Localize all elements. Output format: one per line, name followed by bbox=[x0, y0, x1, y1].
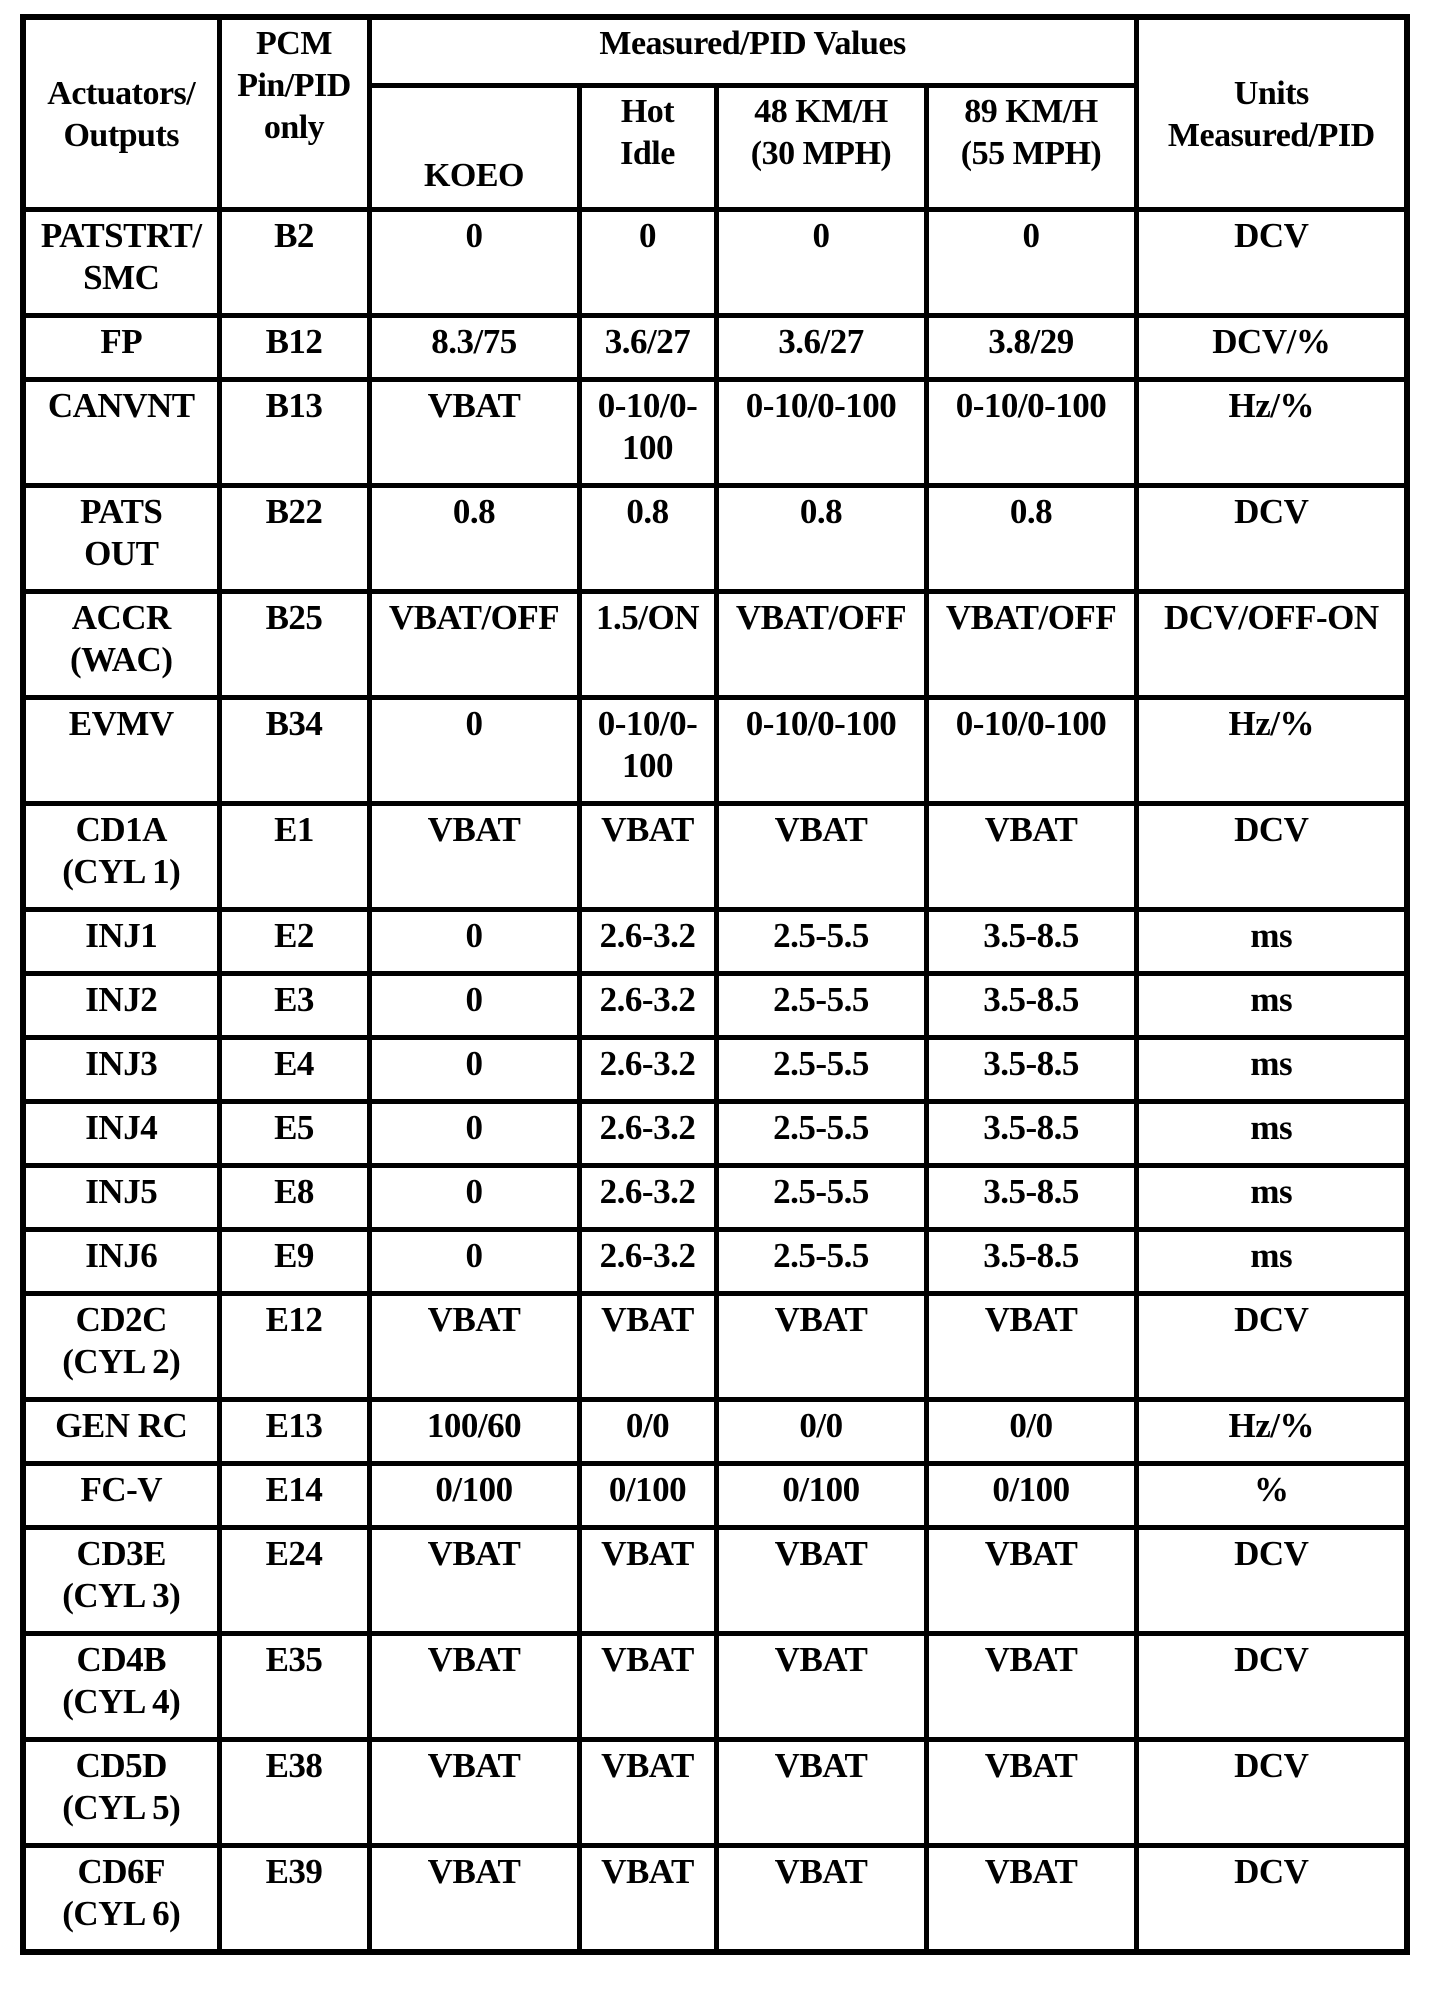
cell-48kmh: 0 bbox=[716, 210, 926, 316]
cell-pcm-pin: E8 bbox=[219, 1166, 369, 1230]
cell-48kmh: VBAT bbox=[716, 1740, 926, 1846]
cell-actuator: CD1A (CYL 1) bbox=[23, 804, 219, 910]
cell-units: DCV bbox=[1136, 1634, 1407, 1740]
cell-actuator: FP bbox=[23, 316, 219, 380]
cell-hot-idle: VBAT bbox=[579, 1294, 716, 1400]
header-pcm-pin: PCM Pin/PID only bbox=[219, 17, 369, 210]
cell-units: ms bbox=[1136, 1166, 1407, 1230]
cell-pcm-pin: E14 bbox=[219, 1464, 369, 1528]
cell-89kmh: 0/100 bbox=[926, 1464, 1136, 1528]
cell-hot-idle: 2.6-3.2 bbox=[579, 1102, 716, 1166]
cell-actuator: INJ3 bbox=[23, 1038, 219, 1102]
cell-pcm-pin: E4 bbox=[219, 1038, 369, 1102]
cell-actuator: CD6F (CYL 6) bbox=[23, 1846, 219, 1953]
cell-hot-idle: 0.8 bbox=[579, 486, 716, 592]
cell-48kmh: 2.5-5.5 bbox=[716, 1102, 926, 1166]
cell-89kmh: VBAT/OFF bbox=[926, 592, 1136, 698]
table-row bbox=[23, 1528, 1407, 1634]
cell-48kmh: 2.5-5.5 bbox=[716, 1230, 926, 1294]
cell-actuator: PATS OUT bbox=[23, 486, 219, 592]
cell-pcm-pin: E1 bbox=[219, 804, 369, 910]
cell-48kmh: 0-10/0-100 bbox=[716, 380, 926, 486]
cell-actuator: INJ6 bbox=[23, 1230, 219, 1294]
cell-koeo: VBAT bbox=[369, 804, 579, 910]
table-row bbox=[23, 910, 1407, 974]
cell-89kmh: VBAT bbox=[926, 804, 1136, 910]
cell-48kmh: 0-10/0-100 bbox=[716, 698, 926, 804]
cell-48kmh: VBAT bbox=[716, 1528, 926, 1634]
cell-89kmh: VBAT bbox=[926, 1294, 1136, 1400]
cell-hot-idle: 0 bbox=[579, 210, 716, 316]
cell-koeo: 0 bbox=[369, 698, 579, 804]
cell-89kmh: 3.5-8.5 bbox=[926, 1230, 1136, 1294]
cell-actuator: INJ1 bbox=[23, 910, 219, 974]
header-row-top bbox=[23, 17, 1407, 86]
cell-koeo: 0 bbox=[369, 1166, 579, 1230]
cell-koeo: 0 bbox=[369, 1102, 579, 1166]
table-row bbox=[23, 1464, 1407, 1528]
cell-48kmh: 2.5-5.5 bbox=[716, 910, 926, 974]
cell-units: ms bbox=[1136, 910, 1407, 974]
cell-units: DCV bbox=[1136, 486, 1407, 592]
cell-units: DCV bbox=[1136, 1294, 1407, 1400]
cell-units: ms bbox=[1136, 1038, 1407, 1102]
header-48kmh: 48 KM/H (30 MPH) bbox=[716, 86, 926, 210]
cell-units: Hz/% bbox=[1136, 380, 1407, 486]
cell-pcm-pin: B2 bbox=[219, 210, 369, 316]
cell-units: DCV bbox=[1136, 1846, 1407, 1953]
cell-actuator: INJ5 bbox=[23, 1166, 219, 1230]
cell-48kmh: VBAT bbox=[716, 1294, 926, 1400]
cell-pcm-pin: E5 bbox=[219, 1102, 369, 1166]
cell-koeo: 0 bbox=[369, 910, 579, 974]
cell-actuator: INJ4 bbox=[23, 1102, 219, 1166]
cell-actuator: CD2C (CYL 2) bbox=[23, 1294, 219, 1400]
cell-89kmh: 0.8 bbox=[926, 486, 1136, 592]
cell-units: DCV bbox=[1136, 804, 1407, 910]
cell-koeo: 0 bbox=[369, 1230, 579, 1294]
cell-koeo: 0 bbox=[369, 974, 579, 1038]
table-row bbox=[23, 1230, 1407, 1294]
cell-hot-idle: 0-10/0- 100 bbox=[579, 698, 716, 804]
cell-89kmh: 0/0 bbox=[926, 1400, 1136, 1464]
cell-actuator: CD5D (CYL 5) bbox=[23, 1740, 219, 1846]
cell-48kmh: 0.8 bbox=[716, 486, 926, 592]
header-hot-idle: Hot Idle bbox=[579, 86, 716, 210]
cell-hot-idle: 2.6-3.2 bbox=[579, 1166, 716, 1230]
cell-units: ms bbox=[1136, 1102, 1407, 1166]
cell-actuator: FC-V bbox=[23, 1464, 219, 1528]
cell-hot-idle: VBAT bbox=[579, 1740, 716, 1846]
header-units: Units Measured/PID bbox=[1136, 17, 1407, 210]
cell-89kmh: VBAT bbox=[926, 1634, 1136, 1740]
cell-koeo: 8.3/75 bbox=[369, 316, 579, 380]
cell-hot-idle: 2.6-3.2 bbox=[579, 974, 716, 1038]
cell-48kmh: VBAT bbox=[716, 804, 926, 910]
cell-hot-idle: 3.6/27 bbox=[579, 316, 716, 380]
cell-89kmh: VBAT bbox=[926, 1740, 1136, 1846]
cell-48kmh: 0/0 bbox=[716, 1400, 926, 1464]
table-row bbox=[23, 316, 1407, 380]
cell-koeo: VBAT bbox=[369, 1846, 579, 1953]
cell-hot-idle: 0/100 bbox=[579, 1464, 716, 1528]
cell-units: ms bbox=[1136, 974, 1407, 1038]
cell-actuator: CD3E (CYL 3) bbox=[23, 1528, 219, 1634]
cell-hot-idle: 2.6-3.2 bbox=[579, 910, 716, 974]
cell-koeo: 0/100 bbox=[369, 1464, 579, 1528]
cell-koeo: VBAT bbox=[369, 1528, 579, 1634]
table-row bbox=[23, 486, 1407, 592]
cell-89kmh: 3.5-8.5 bbox=[926, 974, 1136, 1038]
cell-hot-idle: VBAT bbox=[579, 1634, 716, 1740]
cell-units: % bbox=[1136, 1464, 1407, 1528]
table-row bbox=[23, 380, 1407, 486]
table-row bbox=[23, 804, 1407, 910]
table-body bbox=[23, 210, 1407, 1953]
cell-pcm-pin: E39 bbox=[219, 1846, 369, 1953]
table-row bbox=[23, 698, 1407, 804]
cell-units: DCV bbox=[1136, 210, 1407, 316]
cell-koeo: VBAT bbox=[369, 1294, 579, 1400]
cell-pcm-pin: E9 bbox=[219, 1230, 369, 1294]
cell-89kmh: 0 bbox=[926, 210, 1136, 316]
cell-48kmh: 0/100 bbox=[716, 1464, 926, 1528]
cell-89kmh: 3.8/29 bbox=[926, 316, 1136, 380]
cell-pcm-pin: B12 bbox=[219, 316, 369, 380]
cell-pcm-pin: B13 bbox=[219, 380, 369, 486]
cell-koeo: VBAT bbox=[369, 1634, 579, 1740]
cell-48kmh: 2.5-5.5 bbox=[716, 974, 926, 1038]
cell-89kmh: 3.5-8.5 bbox=[926, 1038, 1136, 1102]
cell-48kmh: 3.6/27 bbox=[716, 316, 926, 380]
cell-actuator: EVMV bbox=[23, 698, 219, 804]
cell-hot-idle: 0-10/0- 100 bbox=[579, 380, 716, 486]
cell-hot-idle: 1.5/ON bbox=[579, 592, 716, 698]
cell-hot-idle: VBAT bbox=[579, 1528, 716, 1634]
cell-koeo: 0 bbox=[369, 210, 579, 316]
header-89kmh: 89 KM/H (55 MPH) bbox=[926, 86, 1136, 210]
cell-actuator: PATSTRT/ SMC bbox=[23, 210, 219, 316]
table-row bbox=[23, 1102, 1407, 1166]
cell-units: DCV/OFF-ON bbox=[1136, 592, 1407, 698]
cell-actuator: INJ2 bbox=[23, 974, 219, 1038]
cell-hot-idle: 0/0 bbox=[579, 1400, 716, 1464]
cell-units: DCV/% bbox=[1136, 316, 1407, 380]
table-header bbox=[23, 17, 1407, 210]
cell-actuator: CANVNT bbox=[23, 380, 219, 486]
table-row bbox=[23, 1634, 1407, 1740]
cell-koeo: 0 bbox=[369, 1038, 579, 1102]
table-row bbox=[23, 592, 1407, 698]
cell-pcm-pin: B34 bbox=[219, 698, 369, 804]
table-row bbox=[23, 210, 1407, 316]
cell-actuator: CD4B (CYL 4) bbox=[23, 1634, 219, 1740]
cell-pcm-pin: E24 bbox=[219, 1528, 369, 1634]
cell-89kmh: 3.5-8.5 bbox=[926, 1102, 1136, 1166]
header-koeo: KOEO bbox=[369, 86, 579, 210]
cell-units: Hz/% bbox=[1136, 698, 1407, 804]
cell-hot-idle: 2.6-3.2 bbox=[579, 1230, 716, 1294]
cell-hot-idle: VBAT bbox=[579, 1846, 716, 1953]
table-row bbox=[23, 1400, 1407, 1464]
cell-hot-idle: 2.6-3.2 bbox=[579, 1038, 716, 1102]
cell-units: DCV bbox=[1136, 1740, 1407, 1846]
cell-89kmh: 0-10/0-100 bbox=[926, 698, 1136, 804]
cell-units: Hz/% bbox=[1136, 1400, 1407, 1464]
cell-units: ms bbox=[1136, 1230, 1407, 1294]
header-actuators: Actuators/ Outputs bbox=[23, 17, 219, 210]
cell-pcm-pin: E2 bbox=[219, 910, 369, 974]
header-measured-group: Measured/PID Values bbox=[369, 17, 1136, 86]
cell-pcm-pin: E38 bbox=[219, 1740, 369, 1846]
cell-89kmh: VBAT bbox=[926, 1528, 1136, 1634]
cell-units: DCV bbox=[1136, 1528, 1407, 1634]
cell-koeo: 0.8 bbox=[369, 486, 579, 592]
cell-pcm-pin: B22 bbox=[219, 486, 369, 592]
cell-koeo: VBAT/OFF bbox=[369, 592, 579, 698]
cell-koeo: VBAT bbox=[369, 380, 579, 486]
cell-pcm-pin: E35 bbox=[219, 1634, 369, 1740]
table-row bbox=[23, 1038, 1407, 1102]
cell-89kmh: 3.5-8.5 bbox=[926, 1166, 1136, 1230]
cell-48kmh: 2.5-5.5 bbox=[716, 1166, 926, 1230]
actuator-values-table bbox=[20, 14, 1410, 1955]
cell-actuator: GEN RC bbox=[23, 1400, 219, 1464]
cell-pcm-pin: B25 bbox=[219, 592, 369, 698]
cell-koeo: 100/60 bbox=[369, 1400, 579, 1464]
cell-48kmh: VBAT/OFF bbox=[716, 592, 926, 698]
cell-48kmh: VBAT bbox=[716, 1846, 926, 1953]
cell-89kmh: VBAT bbox=[926, 1846, 1136, 1953]
cell-koeo: VBAT bbox=[369, 1740, 579, 1846]
cell-48kmh: VBAT bbox=[716, 1634, 926, 1740]
cell-pcm-pin: E12 bbox=[219, 1294, 369, 1400]
table-row bbox=[23, 974, 1407, 1038]
table-row bbox=[23, 1846, 1407, 1953]
cell-89kmh: 3.5-8.5 bbox=[926, 910, 1136, 974]
cell-pcm-pin: E13 bbox=[219, 1400, 369, 1464]
table-row bbox=[23, 1740, 1407, 1846]
table-row bbox=[23, 1166, 1407, 1230]
cell-pcm-pin: E3 bbox=[219, 974, 369, 1038]
document-page bbox=[20, 14, 1404, 1955]
cell-actuator: ACCR (WAC) bbox=[23, 592, 219, 698]
cell-89kmh: 0-10/0-100 bbox=[926, 380, 1136, 486]
table-row bbox=[23, 1294, 1407, 1400]
cell-48kmh: 2.5-5.5 bbox=[716, 1038, 926, 1102]
cell-hot-idle: VBAT bbox=[579, 804, 716, 910]
